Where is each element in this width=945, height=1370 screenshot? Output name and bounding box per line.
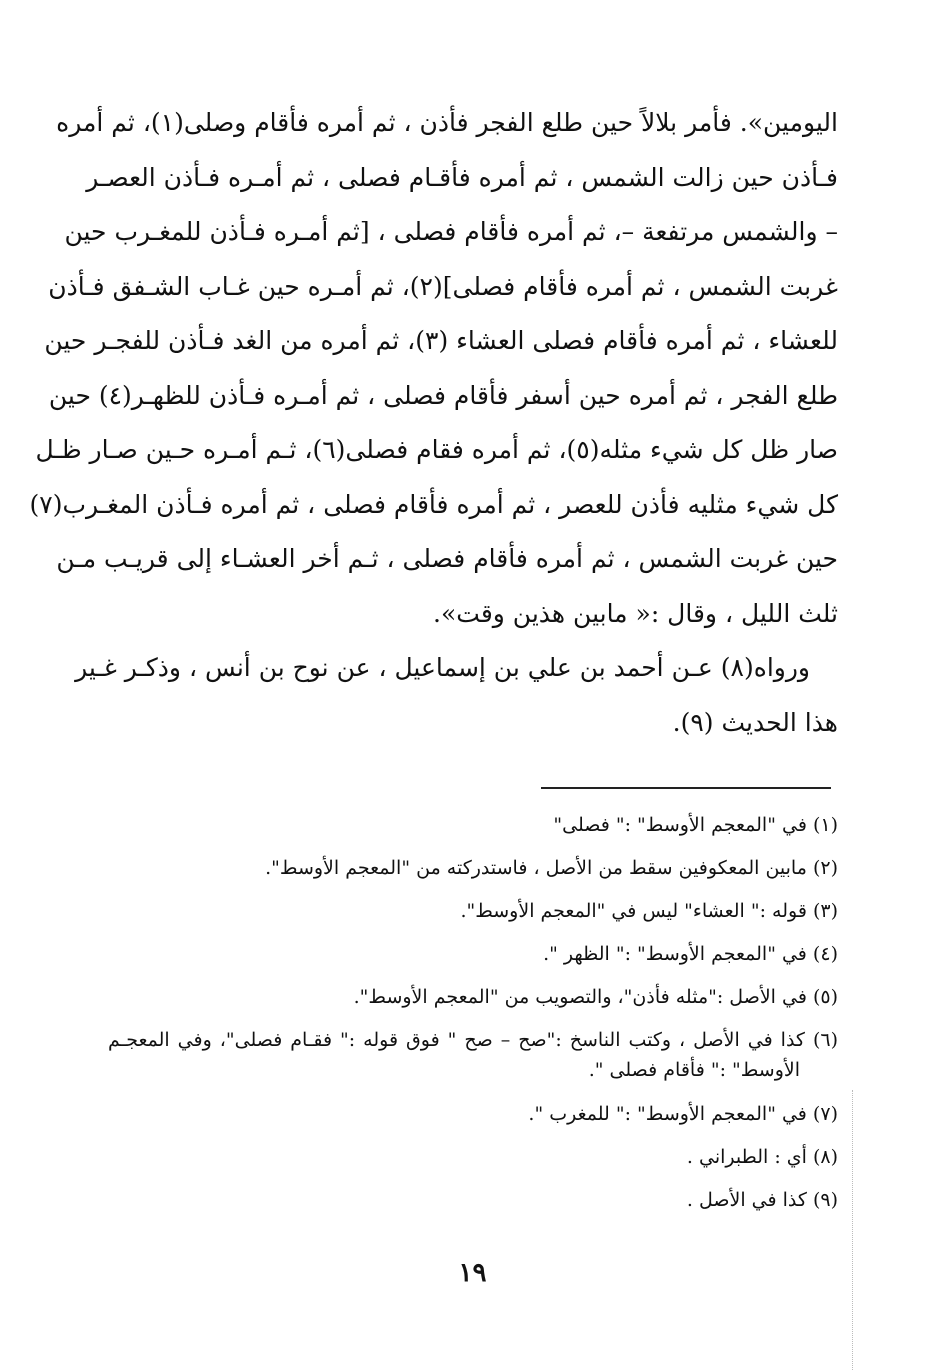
footnote-7: (٧) في "المعجم الأوسط" :" للمغرب ".: [528, 1103, 838, 1125]
footnotes-block: [108, 804, 838, 1222]
footnote-1: (١) في "المعجم الأوسط" :" فصلى": [553, 814, 838, 836]
footnote-6: (٦) كذا في الأصل ، وكتب الناسخ :"صح – صح " فوق قوله :" فقـام فصلى"، وفي المعجـم: [108, 1029, 838, 1051]
main-text-block: [29, 96, 838, 750]
footnote-5: (٥) في الأصل :"مثله فأذن"، والتصويب من "المعجم الأوسط".: [353, 986, 838, 1008]
footnote-6-continuation: الأوسط" :" فأقام فصلى ".: [588, 1059, 800, 1081]
text-line: حين غربت الشمس ، ثم أمره فأقام فصلى ، ثـم أخر العشـاء إلى قريـب مـن: [56, 544, 838, 573]
footnote-divider: [541, 787, 831, 789]
page-number: ١٩: [458, 1258, 487, 1288]
text-line: ثلث الليل ، وقال :« مابين هذين وقت».: [433, 598, 838, 628]
text-line: فـأذن حين زالت الشمس ، ثم أمره فأقـام فصلى ، ثم أمـره فـأذن العصـر: [86, 162, 838, 192]
text-line: هذا الحديث (٩).: [672, 707, 838, 737]
text-line: ورواه(٨) عـن أحمد بن علي بن إسماعيل ، عن نوح بن أنس ، وذكـر غـير: [75, 653, 810, 682]
text-line: صار ظل كل شيء مثله(٥)، ثم أمره فقام فصلى(٦)، ثـم أمـره حـين صـار ظـل: [35, 435, 838, 464]
footnote-8: (٨) أي : الطبراني .: [686, 1146, 838, 1168]
scan-artifact-line: [852, 1090, 853, 1370]
text-line: اليومين». فأمر بلالاً حين طلع الفجر فأذن ، ثم أمره فأقام وصلى(١)، ثم أمره: [56, 108, 838, 137]
text-line: – والشمس مرتفعة –، ثم أمره فأقام فصلى ، [ثم أمـره فـأذن للمغـرب حين: [64, 217, 838, 246]
text-line: كل شيء مثليه فأذن للعصر ، ثم أمره فأقام فصلى ، ثم أمره فـأذن المغـرب(٧): [29, 489, 838, 519]
footnote-2: (٢) مابين المعكوفين سقط من الأصل ، فاستدركته من "المعجم الأوسط".: [265, 857, 838, 879]
footnote-3: (٣) قوله :" العشاء" ليس في "المعجم الأوسط".: [460, 900, 838, 922]
footnote-4: (٤) في "المعجم الأوسط" :" الظهر ".: [543, 943, 838, 965]
footnote-9: (٩) كذا في الأصل .: [686, 1189, 838, 1211]
text-line: للعشاء ، ثم أمره فأقام فصلى العشاء (٣)، ثم أمره من الغد فـأذن للفجـر حين: [44, 326, 838, 355]
text-line: غربت الشمس ، ثم أمره فأقام فصلى](٢)، ثم أمـره حين غـاب الشـفق فـأذن: [48, 271, 838, 301]
text-line: طلع الفجر ، ثم أمره حين أسفر فأقام فصلى ، ثم أمـره فـأذن للظهـر(٤) حين: [48, 380, 838, 410]
